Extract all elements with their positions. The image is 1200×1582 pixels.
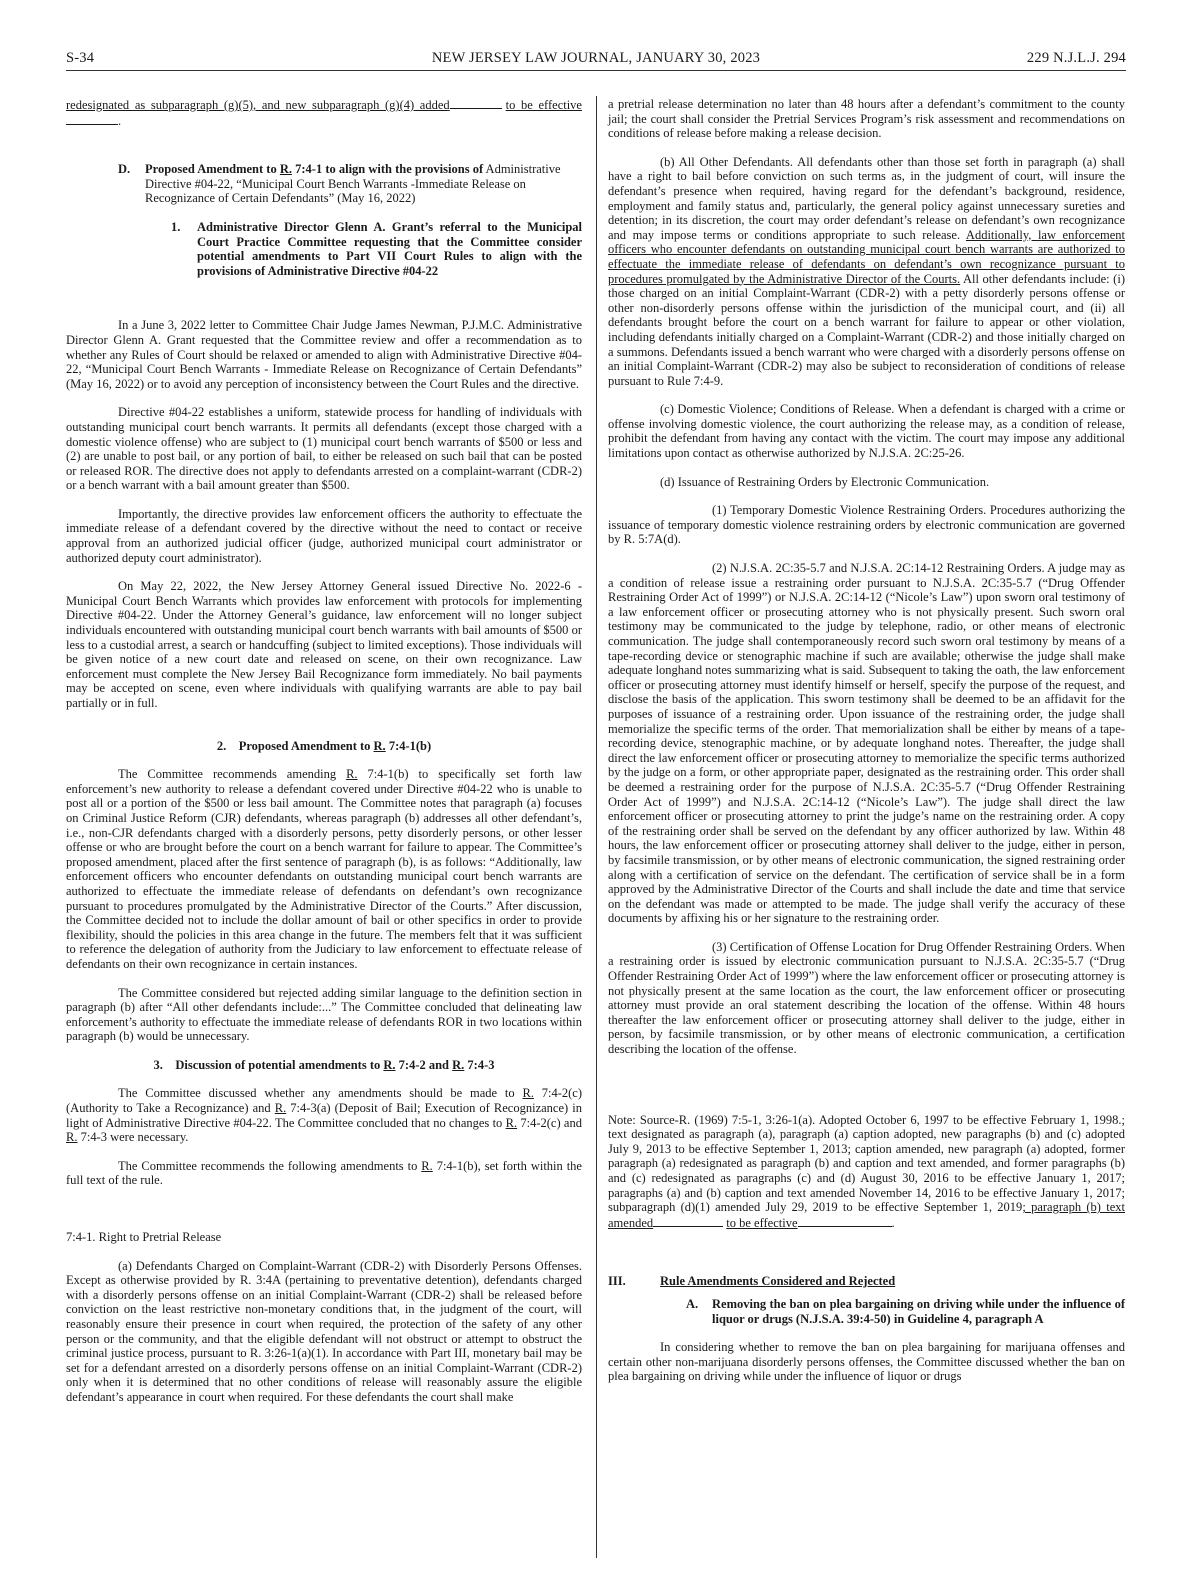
- text: All other defendants include: (i) those charged on an initial Complaint-Warrant (CDR-2) with a petty disorderly persons offense or other non-disorderly persons offense within the jurisdiction of the municipal court, and (ii) all defendants brought before the court on a bench warrant for failure to appear or other violation, including defendants initially charged on a Complaint-Warrant (CDR-2) and those initially charged on a summons. Defendants issued a bench warrant who were charged with a disorderly persons offense on an initial Complaint-Warrant (CDR-2) may also be subject to reconsideration of conditions of release pursuant to Rule 7:4-9.: [608, 271, 1125, 388]
- paragraph: On May 22, 2022, the New Jersey Attorney General issued Directive No. 2022-6 - Municipal Court Bench Warrants which provides law enforcement with protocols for implementing Directive #04-22. Under the Attorney General’s guidance, law enforcement will no longer subject individuals encountered with outstanding municipal court bench warrants with bail amounts of $500 or less to a custodial arrest, a search or handcuffing (subject to limited exceptions). Those individuals will be given notice of a new court date and released on scene, on their own recognizance. Law enforcement must complete the New Jersey Bail Recognizance form immediately. No bail payments may be accepted on scene, even where individuals with qualifying warrants are able to pay bail partially or in full.: [66, 579, 582, 710]
- heading-part: 2. Proposed Amendment to: [216, 738, 374, 753]
- paragraph: [608, 155, 1125, 389]
- section-label: 1.: [171, 219, 181, 234]
- heading-part: 3. Discussion of potential amendments to: [153, 1057, 384, 1072]
- section-a-heading: [686, 1297, 1125, 1326]
- amended-text: Additionally, law enforcement officers who encounter defendants on outstanding municipal court bench warrants are authorized to effectuate the immediate release of defendants on defendant’s own recognizance pursuant to procedures promulgated by the Administrative Director of the Courts.: [608, 227, 1125, 286]
- subsection-3-heading: [66, 1058, 582, 1073]
- amended-text: to be effective: [726, 1215, 798, 1230]
- rule-ref: R.: [373, 738, 386, 753]
- intro-text: to be effective: [505, 98, 582, 112]
- text: 7:4-3(a) (Deposit of Bail; Execution of Recognizance) in light of Administrative Directive #04-22. The Committee concluded that no changes to: [66, 1101, 582, 1130]
- text: 7:4-1(b) to specifically set forth law enforcement’s new authority to release a defendant covered under Directive #04-22 who is unable to post all or a portion of the $500 or less bail amount. The Committee notes that paragraph (a) focuses on Criminal Justice Reform (CJR) defendants, whereas paragraph (b) addresses all other defendant’s, i.e., non-CJR defendants charged with a disorderly persons, petty disorderly persons, or other lesser offense or who are brought before the court on a bench warrant for failure to appear. The Committee’s proposed amendment, placed after the first sentence of paragraph (b), is as follows: “Additionally, law enforcement officers who encounter defendants on outstanding municipal court bench warrants are authorized to effectuate the immediate release of defendants on defendant’s own recognizance pursuant to procedures promulgated by the Administrative Director of the Courts.” After discussion, the Committee decided not to include the dollar amount of bail or other specifics in order to provide flexibility, should the policies in this area change in the future. The members felt that it was sufficient to reference the delegation of authority from the Judiciary to law enforcement to effectuate release of defendants on their own recognizance in certain instances.: [66, 767, 582, 971]
- right-column: [608, 97, 1125, 1384]
- subsection-title: Administrative Director Glenn A. Grant’s referral to the Municipal Court Practice Committee requesting that the Committee consider potential amendments to Part VII Court Rules to align with the provisions of Administrative Directive #04-22: [197, 219, 582, 278]
- paragraph: (2) N.J.S.A. 2C:35-5.7 and N.J.S.A. 2C:14-12 Restraining Orders. A judge may as a condition of release issue a restraining order pursuant to N.J.S.A. 2C:35-5.7 (“Drug Offender Restraining Order Act of 1999”) or N.J.S.A. 2C:14-12 (“Nicole’s Law”) upon sworn oral testimony of a law enforcement officer or prosecuting attorney who is not physically present. Such sworn oral testimony may be communicated to the judge by telephone, radio, or other means of electronic communication. The judge shall contemporaneously record such sworn oral testimony by means of a tape-recording device or stenographic machine if such are available; otherwise the judge shall make adequate longhand notes summarizing what is said. Subsequent to taking the oath, the law enforcement officer or prosecuting attorney must identify himself or herself, specify the purpose of the request, and disclose the basis of the application. This sworn testimony shall be deemed to be an affidavit for the purposes of issuance of a restraining order. Upon issuance of the restraining order, the judge shall memorialize the specific terms of the order. That memorialization shall be either by means of a tape-recording device, stenographic machine, or by adequate longhand notes. Thereafter, the judge shall direct the law enforcement officer or prosecuting attorney to memorialize the specific terms authorized by the judge on a form, or other appropriate paper, designated as the restraining order. This order shall be deemed a restraining order for the purpose of N.J.S.A. 2C:35-5.7 (“Drug Offender Restraining Order Act of 1999”) and N.J.S.A. 2C:14-12 (“Nicole’s Law”). The judge shall direct the law enforcement officer or prosecuting attorney to print the judge’s name on the restraining order. A copy of the restraining order shall be served on the defendant by any officer authorized by law. Within 48 hours, the law enforcement officer or prosecuting attorney shall deliver to the judge, either in person, by facsimile transmission, or by other means of electronic communication, the signed restraining order along with a certification of service on the defendant. The certification of service shall be in a form approved by the Administrative Director of the Courts and shall include the date and time that service on the defendant was made or attempted to be made. The judge shall verify the accuracy of these documents by affixing his or her signature to the restraining order.: [608, 561, 1125, 926]
- section-iii-heading: [608, 1274, 1125, 1289]
- paragraph: Directive #04-22 establishes a uniform, statewide process for handling of individuals with outstanding municipal court bench warrants. It permits all defendants (except those charged with a domestic violence offense) who are subject to (1) municipal court bench warrants of $500 or less and (2) are unable to post bail, or any portion of bail, to either be released on such bail that can be posted or released ROR. The directive does not apply to defendants arrested on a complaint-warrant (CDR-2) or a bench warrant with a bail amount greater than $500.: [66, 405, 582, 493]
- rule-ref: R.: [66, 1130, 78, 1145]
- citation: 229 N.J.L.J. 294: [1026, 50, 1126, 66]
- section-title-part: Administrative Directive #04-22, “Municipal Court Bench Warrants -Immediate Release on Recognizance of Certain Defendants” (May 16, 2022): [145, 162, 561, 206]
- heading-part: 7:4-3: [464, 1057, 495, 1072]
- source-note: [608, 1113, 1125, 1231]
- section-title: Removing the ban on plea bargaining on driving while under the influence of liquor or drugs (N.J.S.A. 39:4-50) in Guideline 4, paragraph A: [712, 1296, 1125, 1326]
- text: Note: Source-R. (1969) 7:5-1, 3:26-1(a). Adopted October 6, 1997 to be effective February 1, 1998.; text designated as paragraph (a), paragraph (a) caption adopted, new paragraphs (b) and (c) adopted July 9, 2013 to be effective September 1, 2013; caption amended, new paragraph (a) adopted, former paragraph (a) redesignated as paragraph (b) and caption and text amended, and former paragraphs (b) and (c) redesignated as paragraphs (c) and (d) August 30, 2016 to be effective January 1, 2017; paragraphs (a) and (b) caption and text amended November 14, 2016 to be effective January 1, 2017; subparagraph (d)(1) amended July 29, 2019 to be effective September 1, 2019: [608, 1112, 1125, 1215]
- amended-text: ; paragraph (b) text amended: [608, 1200, 1126, 1230]
- paragraph: [66, 1086, 582, 1144]
- rule-ref: R.: [346, 767, 358, 782]
- rule-ref: R.: [421, 1158, 433, 1173]
- intro-text: .: [118, 113, 122, 128]
- subsection-1-heading: [171, 220, 582, 278]
- section-label: III.: [608, 1274, 626, 1289]
- section-title: [145, 162, 582, 206]
- text: The Committee recommends amending: [118, 767, 347, 782]
- publication-title: NEW JERSEY LAW JOURNAL, JANUARY 30, 2023: [431, 50, 761, 66]
- text: The Committee discussed whether any amendments should be made to: [118, 1086, 523, 1101]
- rule-ref: R.: [279, 162, 292, 177]
- paragraph: In a June 3, 2022 letter to Committee Chair Judge James Newman, P.J.M.C. Administrative Director Glenn A. Grant requested that the Committee review and offer a recommendation as to whether any Rules of Court should be relaxed or amended to align with Administrative Directive #04-22, “Municipal Court Bench Warrants - Immediate Release on Recognizance of Certain Defendants” (May 16, 2022) or to avoid any perception of inconsistency between the Court Rules and the directive.: [66, 318, 582, 391]
- paragraph: Importantly, the directive provides law enforcement officers the authority to effectuate the immediate release of a defendant covered by the directive without the need to contact or receive approval from an authorized judicial officer (judge, authorized municipal court administrator or authorized deputy court administrator).: [66, 506, 582, 565]
- section-title-part: 7:4-1 to align with the provisions of: [292, 162, 484, 177]
- running-header: [66, 50, 1126, 70]
- section-label: A.: [686, 1296, 699, 1311]
- paragraph: (3) Certification of Offense Location for Drug Offender Restraining Orders. When a restraining order is issued by electronic communication pursuant to N.J.S.A. 2C:35-5.7 (“Drug Offender Restraining Order Act of 1999”) where the law enforcement officer or prosecuting attorney is not physically present at the same location as the court, the law enforcement officer or prosecuting attorney must provide an oral statement describing the location of the offense. Within 48 hours thereafter the law enforcement officer or prosecuting attorney shall deliver to the judge, either in person, by facsimile transmission, or by other means of electronic communication, a certification describing the location of the offense.: [608, 939, 1125, 1057]
- section-title: Rule Amendments Considered and Rejected: [660, 1274, 896, 1289]
- header-rule: [66, 70, 1126, 71]
- rule-ref: R.: [274, 1101, 287, 1116]
- paragraph: In considering whether to remove the ban on plea bargaining for marijuana offenses and certain other non-marijuana disorderly persons offenses, the Committee discussed whether the ban on plea bargaining on driving while under the influence of liquor or drugs: [608, 1340, 1125, 1384]
- paragraph: [66, 767, 582, 971]
- text: 7:4-2(c) (Authority to Take a Recognizance) and: [66, 1086, 582, 1116]
- blank-line: [66, 113, 118, 125]
- rule-ref: R.: [452, 1057, 465, 1072]
- paragraph: (c) Domestic Violence; Conditions of Release. When a defendant is charged with a crime or offense involving domestic violence, the court authorizing the release may, as a condition of release, prohibit the defendant from having any contact with the victim. The court may impose any additional limitations upon contact as otherwise authorized by N.J.S.A. 2C:25-26.: [608, 402, 1125, 461]
- heading-part: 7:4-2 and: [395, 1057, 453, 1072]
- column-divider: [596, 96, 597, 1558]
- heading-part: 7:4-1(b): [385, 738, 432, 753]
- text: 7:4-3 were necessary.: [77, 1130, 189, 1145]
- section-label: D.: [118, 162, 131, 177]
- subsection-2-heading: [66, 739, 582, 754]
- rule-ref: R.: [522, 1086, 534, 1101]
- blank-line: [798, 1215, 892, 1227]
- text: 7:4-2(c) and: [517, 1115, 582, 1130]
- section-title-part: Proposed Amendment to: [145, 162, 280, 177]
- rule-title: 7:4-1. Right to Pretrial Release: [66, 1230, 222, 1245]
- paragraph: (a) Defendants Charged on Complaint-Warrant (CDR-2) with Disorderly Persons Offenses. Except as otherwise provided by R. 3:4A (pertaining to preventative detention), defendants charged with a disorderly persons offense on an initial Complaint-Warrant (CDR-2) shall be released before conviction on the least restrictive non-monetary conditions that, in the judgment of the court, will reasonably ensure their presence in court when required, the protection of the safety of any other person or the community, and that the eligible defendant will not obstruct or attempt to obstruct the criminal justice process, pursuant to R. 3:26-1(a)(1). In accordance with Part III, monetary bail may be set for a defendant arrested on a disorderly persons offense on an initial Complaint-Warrant (CDR-2) only when it is determined that no other conditions of release will reasonably assure the eligible defendant’s appearance in court when required. For these defendants the court shall make: [66, 1258, 582, 1404]
- section-d-heading: [118, 162, 582, 206]
- paragraph: The Committee considered but rejected adding similar language to the definition section in paragraph (b) after “All other defendants include:...” The Committee concluded that delineating law enforcement’s authority to effectuate the immediate release of defendants ROR in two locations within paragraph (b) would be unnecessary.: [66, 985, 582, 1044]
- text: .: [891, 1215, 895, 1230]
- text: The Committee recommends the following amendments to: [118, 1158, 422, 1173]
- text: (b) All Other Defendants. All defendants other than those set forth in paragraph (a) shall have a right to bail before conviction on such terms as, in the judgment of court, will insure the defendant’s presence when required, having regard for the defendant’s background, residence, employment and family status and, particularly, the general policy against unnecessary sureties and detention; in its discretion, the court may order defendant’s release on defendant’s own recognizance and may impose terms or conditions appropriate to such release.: [608, 154, 1125, 242]
- paragraph: [66, 1159, 582, 1188]
- blank-line: [653, 1215, 723, 1227]
- left-column: [66, 97, 582, 1405]
- paragraph: a pretrial release determination no later than 48 hours after a defendant’s commitment to the county jail; the court shall consider the Pretrial Services Program’s risk assessment and recommendations on conditions of release before making a release decision.: [608, 97, 1125, 141]
- page-number: S-34: [66, 50, 95, 66]
- intro-text: redesignated as subparagraph (g)(5), and new subparagraph (g)(4) added: [66, 98, 450, 112]
- rule-ref: R.: [505, 1115, 518, 1130]
- rule-ref: R.: [383, 1057, 396, 1072]
- text: 7:4-1(b), set forth within the full text of the rule.: [66, 1158, 582, 1188]
- intro-continuation: [66, 97, 582, 128]
- paragraph: (1) Temporary Domestic Violence Restraining Orders. Procedures authorizing the issuance of temporary domestic violence restraining orders by electronic communication are governed by R. 5:7A(d).: [608, 503, 1125, 547]
- paragraph: (d) Issuance of Restraining Orders by Electronic Communication.: [660, 474, 990, 489]
- blank-line: [450, 97, 502, 109]
